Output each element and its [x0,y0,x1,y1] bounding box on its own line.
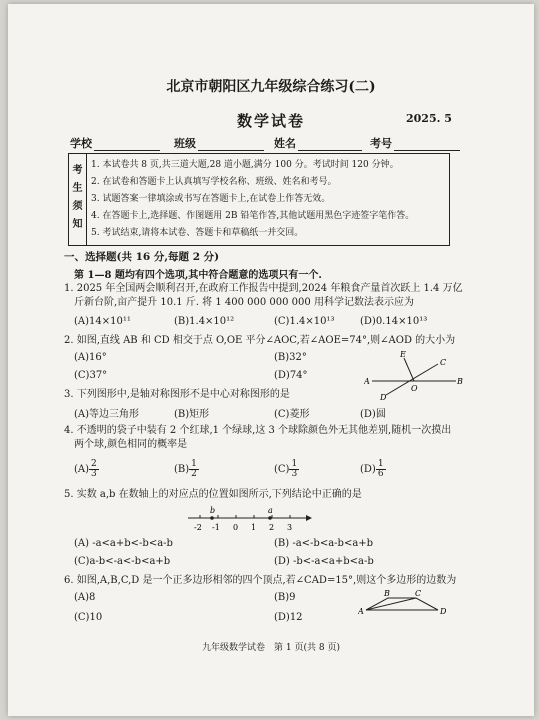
notice-items [91,157,414,242]
option-6d: (D)12 [274,612,303,623]
question-4: 4. 不透明的袋子中装有 2 个红球,1 个绿球,这 3 个球除颜色外无其他差别,随机一次摸出 两个球,颜色相同的概率是 [64,425,452,450]
section-instruction: 第 1—8 题均有四个选项,其中符合题意的选项只有一个. [74,270,322,281]
label-c: C [440,358,447,367]
tick-label: -1 [212,523,220,532]
label-d: D [380,393,387,400]
option-1b: (B)1.4×10¹² [174,316,235,327]
question-3: 3. 下列图形中,是轴对称图形不是中心对称图形的是 [64,389,290,400]
label-d: D [440,607,447,616]
option-4d: (D) $\frac{1}{6}$ [360,459,384,479]
notice-item: 3. 试题答案一律填涂或书写在答题卡上,在试卷上作答无效。 [91,194,331,204]
label-b: B [457,377,463,386]
tick-label: 0 [233,523,239,532]
notice-item: 2. 在试卷和答题卡上认真填写学校名称、班级、姓名和考号。 [91,177,337,187]
page-footer: 九年级数学试卷 第 1 页(共 8 页) [202,643,340,653]
option-3b: (B)矩形 [174,409,210,420]
option-5c: (C)a-b<-a<-b<a+b [74,556,171,567]
exam-subject: 数学试卷 [236,112,305,130]
label-b: B [384,589,390,598]
option-2a: (A)16° [74,352,107,363]
option-1a: (A)14×10¹¹ [74,316,131,327]
point-a: a [268,506,273,515]
question-6: 6. 如图,A,B,C,D 是一个正多边形相邻的四个顶点,若∠CAD=15°,则这个多边形的边数为 [64,575,457,586]
option-3c: (C)菱形 [274,409,310,420]
option-4b: (B) $\frac{1}{2}$ [174,459,197,479]
question-2: 2. 如图,直线 AB 和 CD 相交于点 O,OE 平分∠AOC,若∠AOE=74°,则∠AOD 的大小为 [64,335,456,346]
option-5b: (B) -a<-b<a-b<a+b [274,538,374,549]
notice-item: 5. 考试结束,请将本试卷、答题卡和草稿纸一并交回。 [91,228,304,238]
option-1d: (D)0.14×10¹³ [360,316,428,327]
label-o: O [411,384,418,393]
question-5: 5. 实数 a,b 在数轴上的对应点的位置如图所示,下列结论中正确的是 [64,489,362,500]
exam-title: 北京市朝阳区九年级综合练习(二) [166,79,376,95]
label-a: A [358,607,364,616]
school-field: 学校 [70,135,160,151]
q6-polygon-figure [358,588,448,622]
class-field: 班级 [174,135,264,151]
q2-intersecting-lines-figure [364,348,464,400]
tick-label: 1 [251,523,257,532]
option-4c: (C) $\frac{1}{3}$ [274,459,298,479]
option-4a: (A) $\frac{2}{3}$ [74,459,97,479]
option-2c: (C)37° [74,370,108,381]
notice-label: 考 生 须 知 [69,154,87,245]
notice-item: 1. 本试卷共 8 页,共三道大题,28 道小题,满分 100 分。考试时间 120 分钟。 [91,160,399,170]
option-2d: (D)74° [274,370,308,381]
exam-number-field: 考号 [370,135,460,151]
option-3a: (A)等边三角形 [74,409,140,420]
exam-date: 2025. 5 [406,112,452,125]
exam-paper [8,4,534,716]
label-c: C [415,589,422,598]
option-6c: (C)10 [74,612,103,623]
option-6b: (B)9 [274,592,296,603]
q5-number-line [184,504,314,534]
question-1: 1. 2025 年全国两会顺利召开,在政府工作报告中提到,2024 年粮食产量首次跃上 1.4 万亿 斤新台阶,亩产提升 10.1 斤. 将 1 400 000 000 000 用科学记数法表示应为 [64,283,463,308]
option-5a: (A) -a<a+b<-b<a-b [74,538,173,549]
option-3d: (D)圆 [360,409,386,420]
label-a: A [364,377,370,386]
name-field: 姓名 [274,135,362,151]
label-e: E [400,350,406,359]
point-b: b [210,506,216,515]
option-5d: (D) -b<-a<a+b<a-b [274,556,374,567]
tick-label: -2 [194,523,202,532]
notice-box [68,153,450,246]
tick-label: 2 [269,523,275,532]
tick-label: 3 [287,523,293,532]
section-heading: 一、选择题(共 16 分,每题 2 分) [64,251,220,263]
notice-item: 4. 在答题卡上,选择题、作图题用 2B 铅笔作答,其他试题用黑色字迹签字笔作答。 [91,211,415,221]
option-2b: (B)32° [274,352,307,363]
option-1c: (C)1.4×10¹³ [274,316,335,327]
option-6a: (A)8 [74,592,96,603]
